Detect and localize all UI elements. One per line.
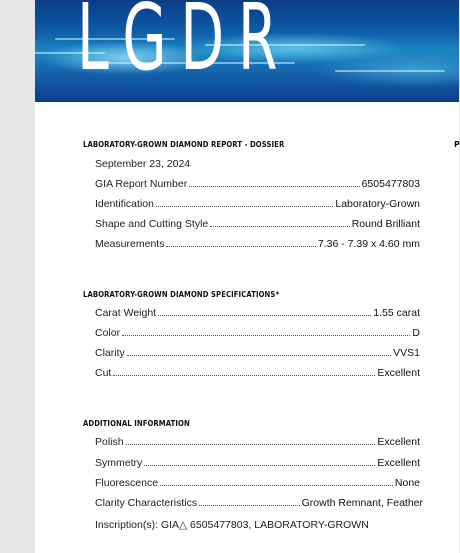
leader-dots	[126, 444, 376, 445]
row-label: Carat Weight	[95, 307, 157, 319]
row-label: Color	[95, 327, 121, 339]
row-value: Growth Remnant, Feather	[301, 497, 423, 509]
row-symmetry	[95, 455, 420, 469]
row-label: Clarity Characteristics	[95, 497, 198, 509]
leader-dots	[199, 505, 300, 506]
leader-dots	[166, 246, 315, 247]
row-label: Shape and Cutting Style	[95, 218, 209, 230]
row-clarity-characteristics	[95, 495, 423, 509]
row-value: None	[394, 477, 420, 489]
row-label: Measurements	[95, 238, 165, 250]
row-fluorescence	[95, 475, 420, 489]
row-value: Excellent	[377, 367, 420, 379]
row-value: VVS1	[393, 347, 420, 359]
row-label: Identification	[95, 198, 154, 210]
row-carat-weight	[95, 305, 420, 319]
leader-dots	[160, 485, 393, 486]
additional-info-title: ADDITIONAL INFORMATION	[83, 419, 190, 428]
leader-dots	[144, 465, 375, 466]
leader-dots	[113, 375, 375, 376]
row-label: Cut	[95, 367, 112, 379]
leader-dots	[127, 355, 391, 356]
row-cut	[95, 365, 420, 379]
lgdr-logo: LGDR	[77, 0, 292, 91]
row-value: 1.55 carat	[373, 307, 420, 319]
row-label: Symmetry	[95, 457, 143, 469]
row-identification	[95, 196, 420, 210]
inscription-text: Inscription(s): GIA△ 6505477803, LABORATORY-GROWN	[95, 519, 369, 531]
header-banner	[35, 0, 459, 102]
row-value: 6505477803	[361, 178, 420, 190]
row-clarity	[95, 345, 420, 359]
row-label: Fluorescence	[95, 477, 159, 489]
row-color	[95, 325, 420, 339]
specifications-title: LABORATORY-GROWN DIAMOND SPECIFICATIONS*	[83, 290, 280, 299]
leader-dots	[122, 335, 410, 336]
row-gia-report-number	[95, 176, 420, 190]
side-mark: P	[454, 140, 460, 149]
row-value: D	[412, 327, 420, 339]
leader-dots	[189, 186, 359, 187]
row-label: Clarity	[95, 347, 125, 359]
report-date: September 23, 2024	[95, 158, 191, 170]
leader-dots	[158, 315, 371, 316]
row-value: Laboratory-Grown	[335, 198, 420, 210]
row-value: Round Brilliant	[351, 218, 420, 230]
row-label: GIA Report Number	[95, 178, 188, 190]
row-label: Polish	[95, 436, 124, 448]
row-shape	[95, 216, 420, 230]
report-page	[35, 0, 459, 553]
report-title: LABORATORY-GROWN DIAMOND REPORT - DOSSIER	[83, 140, 285, 149]
leader-dots	[210, 226, 349, 227]
row-polish	[95, 434, 420, 448]
row-value: 7.36 - 7.39 x 4.60 mm	[317, 238, 420, 250]
leader-dots	[156, 206, 333, 207]
row-measurements	[95, 236, 420, 250]
row-value: Excellent	[377, 457, 420, 469]
row-value: Excellent	[377, 436, 420, 448]
